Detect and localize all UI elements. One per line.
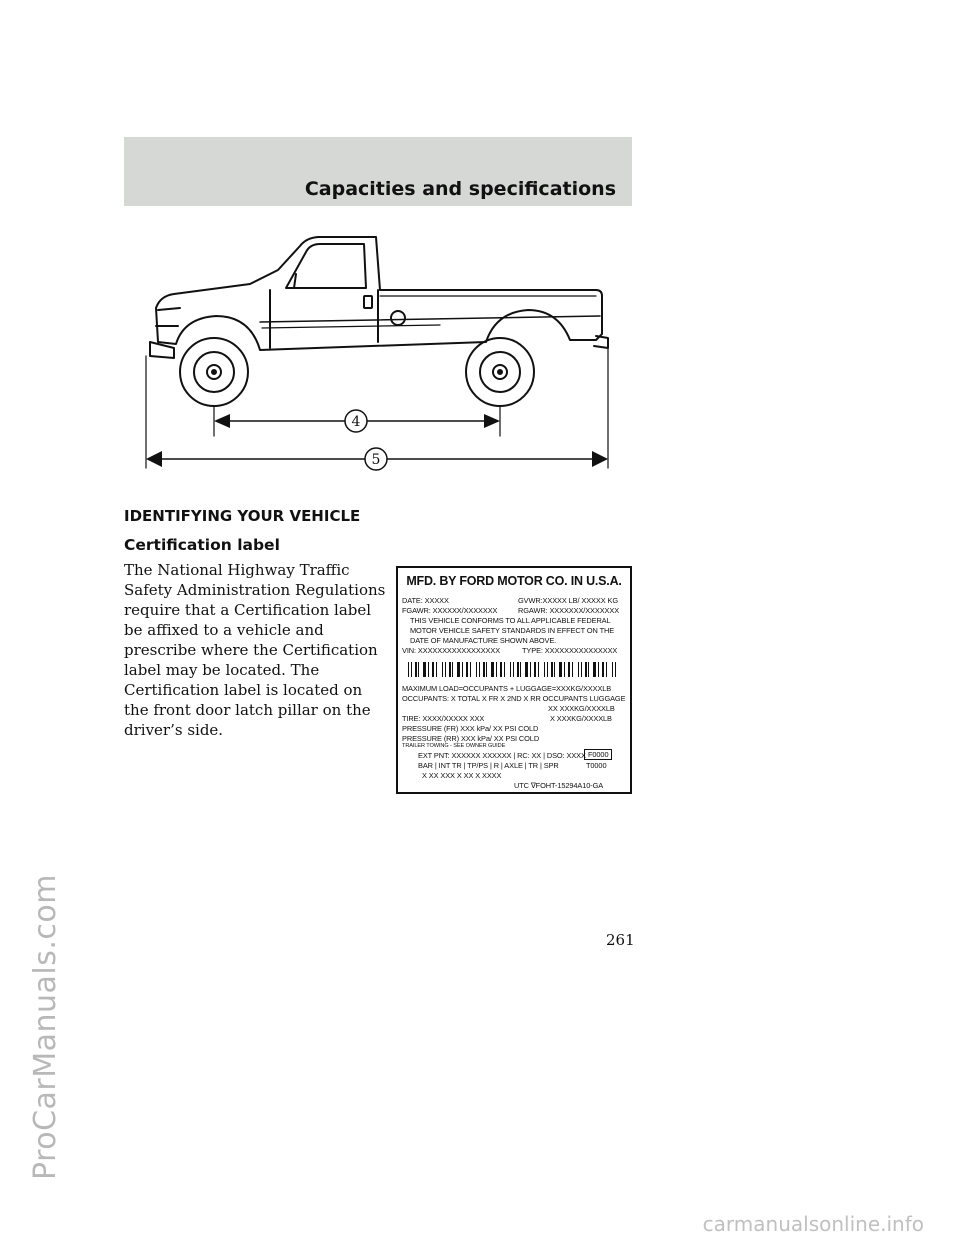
label-trailer-towing: TRAILER TOWING - SEE OWNER GUIDE <box>402 743 506 749</box>
label-occupant-values-2: X XXXKG/XXXXLB <box>550 714 612 723</box>
front-wheel <box>180 338 248 406</box>
barcode-bar <box>581 662 582 677</box>
barcode-bar <box>572 662 573 677</box>
body-paragraph: The National Highway Traffic Safety Administration Regulations require that a Certification label be affixed to a vehicle and prescribe where the Certification label may be located. The Certification label is located on the front door latch pillar on the driver’s side. <box>124 561 386 739</box>
barcode-bar <box>476 662 477 677</box>
barcode-bar <box>551 662 553 677</box>
barcode-bar <box>612 662 613 677</box>
barcode-bar <box>442 662 443 677</box>
label-footer: UTC ∇FOHT-15294A10-GA <box>514 781 604 790</box>
barcode-bar <box>598 662 599 677</box>
barcode-bar <box>525 662 528 677</box>
barcode-bar <box>486 662 487 677</box>
barcode-bar <box>585 662 587 677</box>
side-watermark: ProCarManuals.com <box>28 873 63 1180</box>
barcode-bar <box>423 662 426 677</box>
label-code-t: T0000 <box>586 761 607 770</box>
barcode-bar <box>578 662 579 677</box>
truck-window <box>286 244 366 288</box>
bottom-watermark: carmanualsonline.info <box>702 1212 924 1236</box>
barcode-bar <box>470 662 471 677</box>
barcode-bar <box>418 662 419 677</box>
barcode-bar <box>530 662 531 677</box>
barcode-bar <box>466 662 468 677</box>
barcode-bar <box>415 662 417 677</box>
barcode-bar <box>457 662 460 677</box>
callout-5-label: 5 <box>371 452 381 468</box>
label-title: MFD. BY FORD MOTOR CO. IN U.S.A. <box>406 574 622 588</box>
barcode-bar <box>538 662 539 677</box>
label-pressure-rear: PRESSURE (RR) XXX kPa/ XX PSI COLD <box>402 734 540 743</box>
barcode-bar <box>504 662 505 677</box>
chapter-title: Capacities and specifications <box>304 178 616 200</box>
barcode-bar <box>534 662 536 677</box>
barcode-bar <box>432 662 434 677</box>
barcode-bar <box>491 662 494 677</box>
label-date: DATE: XXXXX <box>402 596 449 605</box>
barcode-bar <box>411 662 412 677</box>
barcode-bar <box>520 662 521 677</box>
chapter-header <box>124 137 632 206</box>
barcode-bar <box>517 662 519 677</box>
section-subtitle: Certification label <box>124 536 280 554</box>
barcode-bar <box>449 662 451 677</box>
truck-door <box>270 290 378 348</box>
barcode-bar <box>462 662 463 677</box>
barcode-bar <box>496 662 497 677</box>
barcode-bar <box>554 662 555 677</box>
certification-label-figure <box>396 566 632 794</box>
label-occupants: OCCUPANTS: X TOTAL X FR X 2ND X RR OCCUPANTS LUGGAGE <box>402 694 626 703</box>
label-fgawr: FGAWR: XXXXXX/XXXXXXX <box>402 606 498 615</box>
barcode-bar <box>408 662 409 677</box>
callout-4 <box>345 410 367 432</box>
label-pressure-front: PRESSURE (FR) XXX kPa/ XX PSI COLD <box>402 724 539 733</box>
barcode-image <box>408 662 620 677</box>
label-tire: TIRE: XXXX/XXXXX XXX <box>402 714 485 723</box>
label-code-f: F0000 <box>584 749 612 760</box>
barcode-bar <box>513 662 514 677</box>
label-conform-line-3: DATE OF MANUFACTURE SHOWN ABOVE. <box>410 636 557 645</box>
barcode-bar <box>547 662 548 677</box>
barcode-bar <box>445 662 446 677</box>
barcode-bar <box>428 662 429 677</box>
label-ext-paint: EXT PNT: XXXXXX XXXXXX | RC: XX | DSO: XXXX <box>418 751 586 760</box>
barcode-bar <box>500 662 502 677</box>
callout-4-label: 4 <box>351 414 361 430</box>
label-codes-values: X XX XXX X XX X XXXX <box>422 771 502 780</box>
barcode-bar <box>559 662 562 677</box>
barcode-bar <box>593 662 596 677</box>
callout-5 <box>365 448 387 470</box>
label-codes-header: BAR | INT TR | TP/PS | R | AXLE | TR | SPR <box>418 761 559 770</box>
label-rgawr: RGAWR: XXXXXXX/XXXXXXX <box>518 606 620 615</box>
barcode-bar <box>483 662 485 677</box>
barcode-bar <box>564 662 565 677</box>
barcode-bar <box>606 662 607 677</box>
page-number: 261 <box>606 931 635 949</box>
section-title: IDENTIFYING YOUR VEHICLE <box>124 507 361 525</box>
barcode-bar <box>588 662 589 677</box>
barcode-bar <box>602 662 604 677</box>
truck-dimension-figure <box>140 230 620 480</box>
barcode-bar <box>479 662 480 677</box>
barcode-bar <box>615 662 616 677</box>
label-max-load: MAXIMUM LOAD=OCCUPANTS + LUGGAGE=XXXKG/XXXXLB <box>402 684 612 693</box>
barcode-bar <box>544 662 545 677</box>
label-type: TYPE: XXXXXXXXXXXXXXX <box>522 646 618 655</box>
barcode-bar <box>452 662 453 677</box>
label-conform-line-2: MOTOR VEHICLE SAFETY STANDARDS IN EFFECT ON THE <box>410 626 615 635</box>
label-gvwr: GVWR:XXXXX LB/ XXXXX KG <box>518 596 618 605</box>
label-vin: VIN: XXXXXXXXXXXXXXXXX <box>402 646 501 655</box>
rear-wheel <box>466 338 534 406</box>
barcode-bar <box>436 662 437 677</box>
label-conform-line-1: THIS VEHICLE CONFORMS TO ALL APPLICABLE FEDERAL <box>410 616 611 625</box>
barcode-bar <box>568 662 570 677</box>
label-occupant-values-1: XX XXXKG/XXXXLB <box>548 704 615 713</box>
barcode-bar <box>510 662 511 677</box>
